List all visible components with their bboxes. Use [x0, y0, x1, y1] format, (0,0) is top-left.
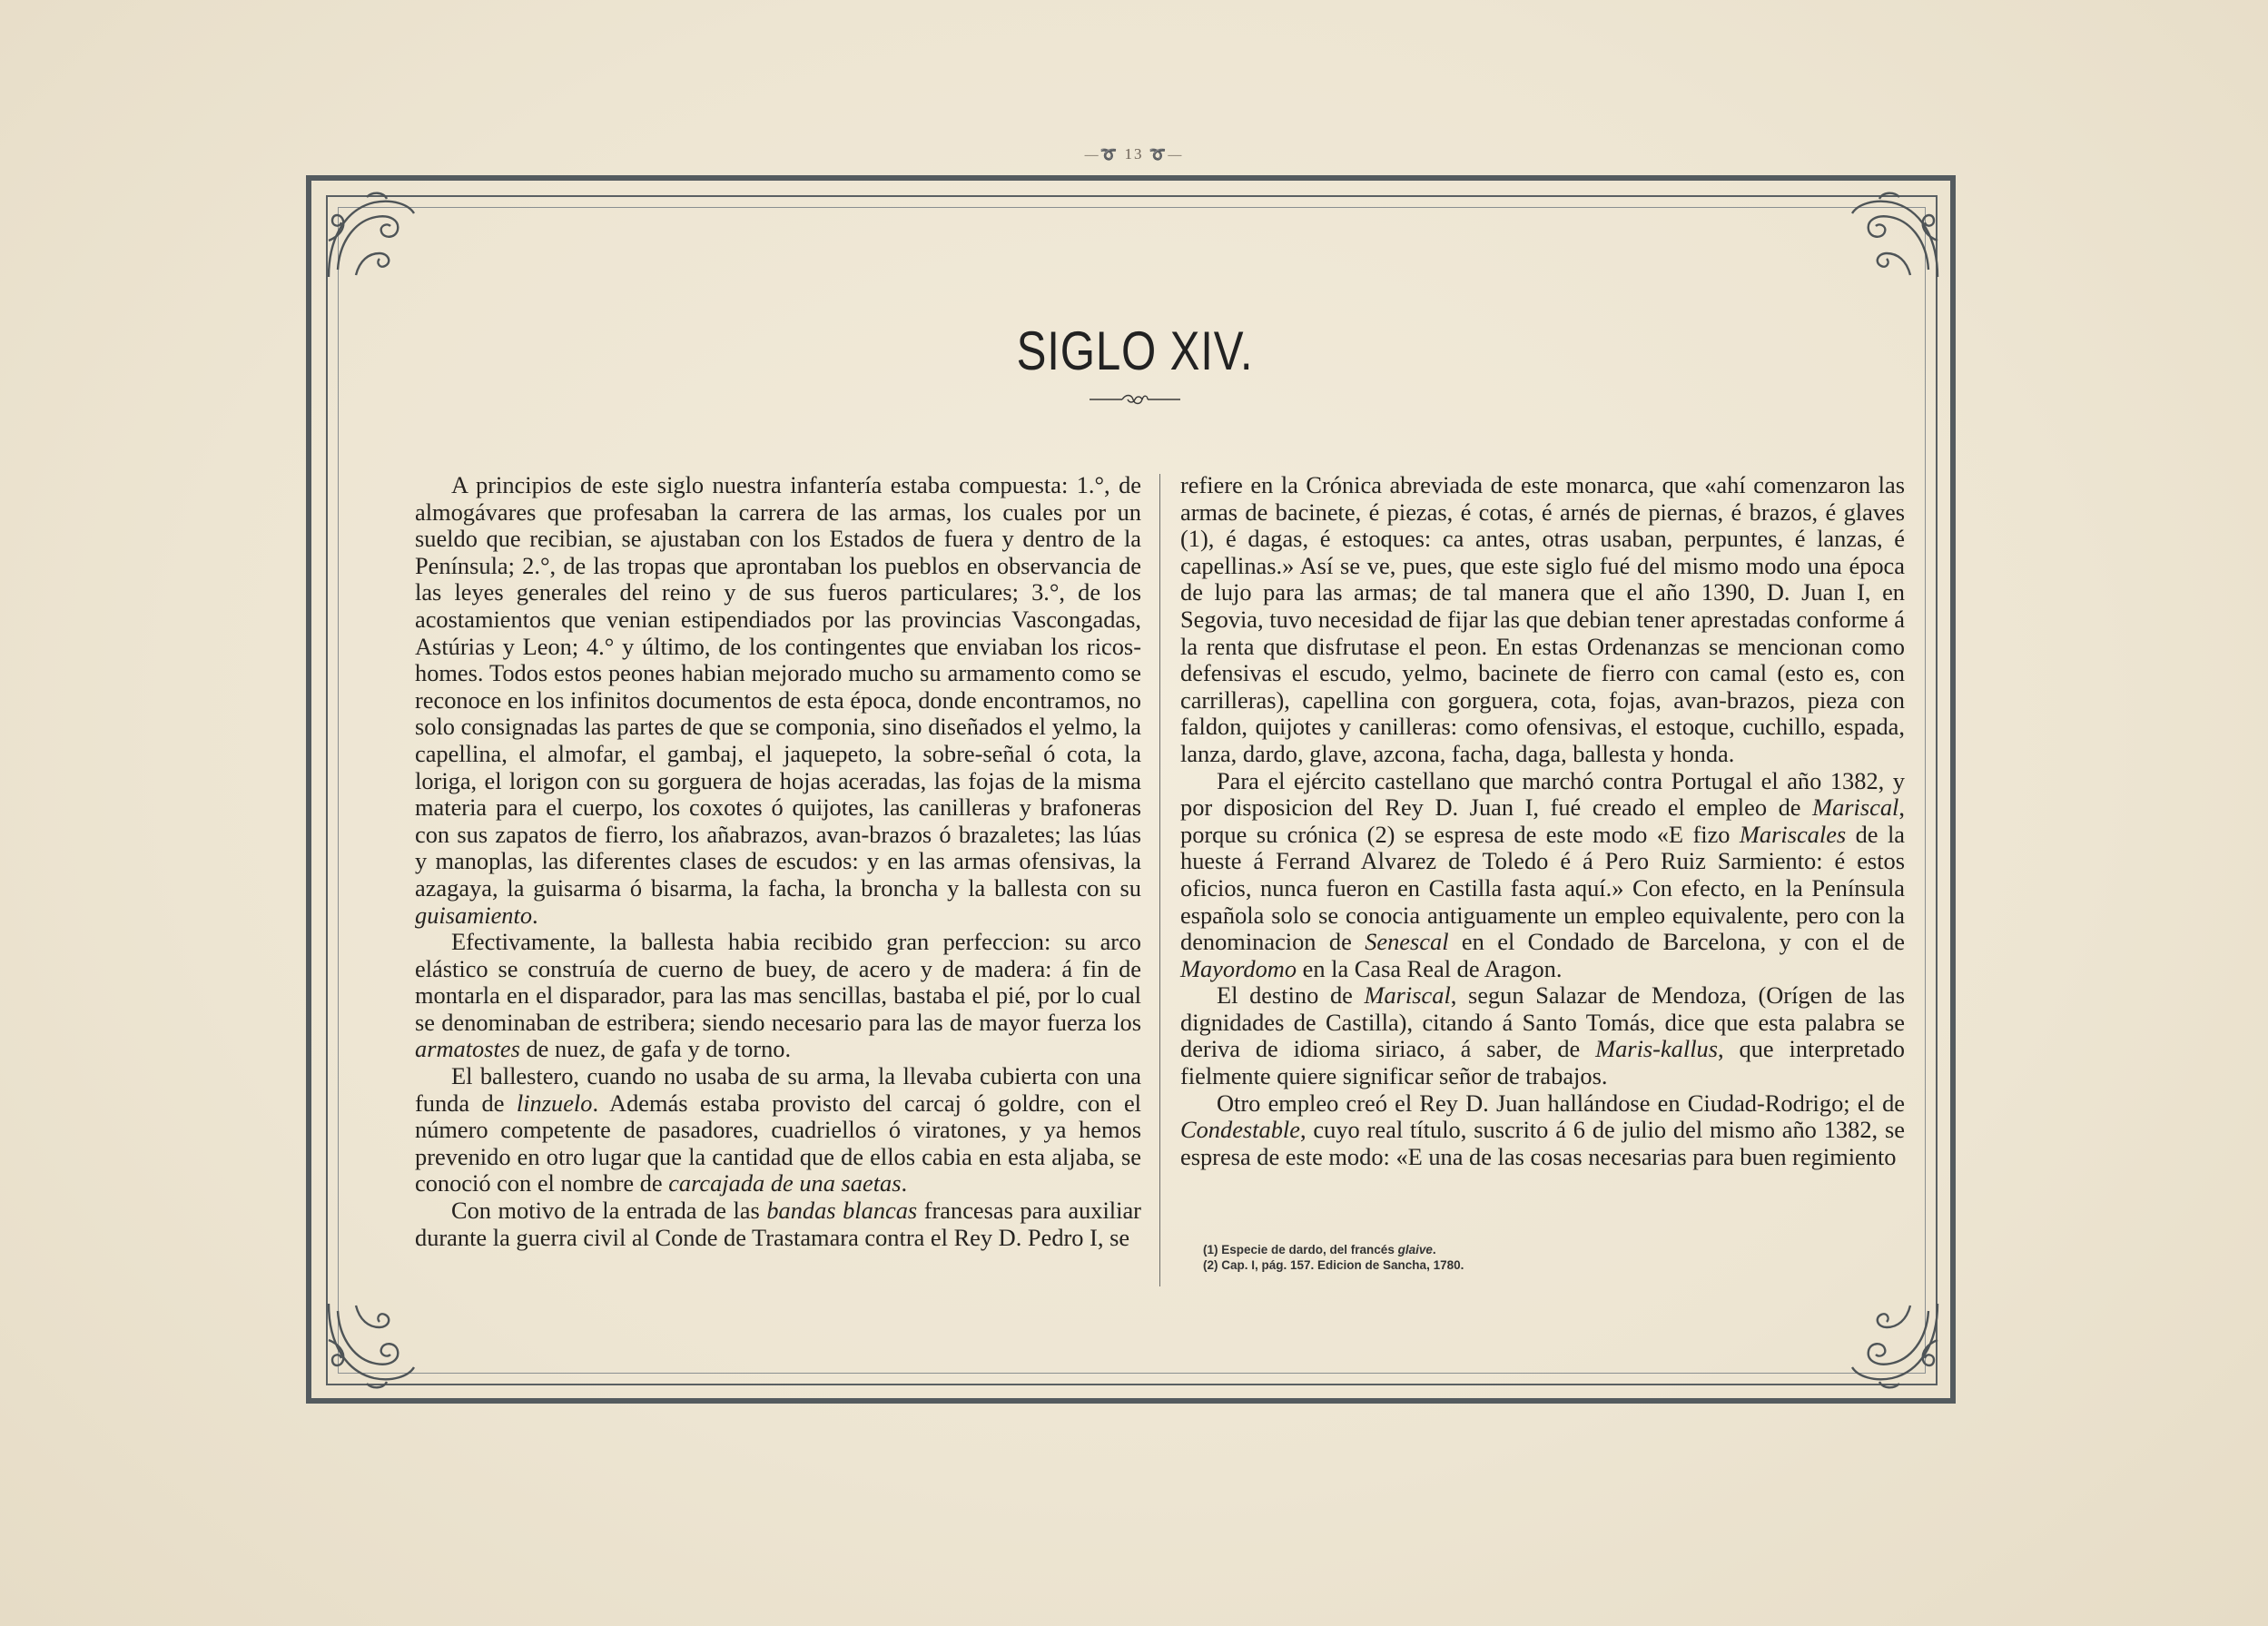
italic-term: guisamiento — [415, 901, 533, 929]
right-paragraph-3 — [1180, 982, 1905, 1089]
column-divider — [1159, 474, 1160, 1286]
italic-term: Mayordomo — [1180, 954, 1297, 982]
footnote-1 — [1203, 1242, 1748, 1257]
italic-term: bandas blancas — [766, 1197, 918, 1225]
italic-term: Mariscales — [1739, 820, 1847, 848]
italic-term: Senescal — [1365, 928, 1449, 956]
text-run: en el Condado de Barcelona, y con el de — [1448, 928, 1906, 956]
text-run: refiere en la Crónica abreviada de este monarca, que «ahí comenzaron las armas de bacinete, é piezas, é cotas, é arnés de piernas, é brazos, é glaves (1), é dagas, é estoques: ca antes, otras usaban, perpuntes, é lanzas, é capellinas.» Así se ve, pues, que este siglo fué del mismo modo una época de lujo para las armas; de tal manera que el año 1390, D. Juan I, en Segovia, tuvo necesidad de fijar las que debian tener aprestadas conforme á la renta que disfrutase el peon. En estas Ordenanzas se mencionan como defensivas el escudo, yelmo, bacinete de fierro con camal (esto es, con carrilleras), capellina con gorguera, cota, fojas, avan-brazos, pieza con faldon, quijotes y canilleras: como ofensivas, el estoque, cuchillo, espada, lanza, dardo, glave, azcona, facha, daga, ballesta y honda. — [1180, 471, 1905, 767]
right-text-column — [1180, 472, 1905, 1170]
text-run: . — [901, 1169, 908, 1197]
page-number-text: 13 — [1124, 145, 1144, 163]
text-run: , segun Salazar de Mendoza, (Orígen de las dignidades de Castilla), citando á Santo Tomás, dice que esta palabra se deriva de idioma siriaco, á saber, de — [1180, 981, 1905, 1063]
italic-term: Maris-kallus — [1595, 1035, 1719, 1063]
corner-ornament-top-right — [1847, 186, 1947, 286]
text-run: Con motivo de la entrada de las — [451, 1197, 767, 1225]
italic-term: armatostes — [415, 1035, 520, 1063]
italic-term: Condestable — [1180, 1116, 1300, 1144]
text-run: , porque su crónica (2) se espresa de este modo «E fizo — [1180, 793, 1905, 848]
right-paragraph-4 — [1180, 1090, 1905, 1171]
text-run: . — [532, 901, 538, 929]
right-paragraph-1 — [1180, 472, 1905, 768]
text-run: francesas para auxiliar durante la guerra civil al Conde de Trastamara contra el Rey D. Pedro I, se — [415, 1197, 1141, 1251]
text-run: en la Casa Real de Aragon. — [1297, 954, 1563, 982]
left-paragraph-4 — [415, 1197, 1141, 1251]
text-run: , que interpretado fielmente quiere significar señor de trabajos. — [1180, 1035, 1905, 1090]
page-number-ornament-left: —➰ — [1084, 148, 1119, 163]
corner-ornament-bottom-left — [320, 1295, 419, 1394]
footnotes — [1203, 1242, 1748, 1273]
text-run: El destino de — [1217, 981, 1365, 1010]
footnote-1-italic: glaive — [1397, 1243, 1433, 1256]
text-run: , cuyo real título, suscrito á 6 de julio del mismo año 1382, se espresa de este modo: «E una de las cosas necesarias para buen regimiento — [1180, 1116, 1905, 1170]
page-number — [1043, 145, 1225, 163]
title-flourish-ornament — [1090, 392, 1180, 407]
corner-ornament-bottom-right — [1847, 1295, 1947, 1394]
left-text-column — [415, 472, 1141, 1251]
corner-ornament-top-left — [320, 186, 419, 286]
text-run: de nuez, de gafa y de torno. — [519, 1035, 792, 1063]
footnote-1-text: (1) Especie de dardo, del francés — [1203, 1243, 1398, 1256]
text-run: . Además estaba provisto del carcaj ó goldre, con el número competente de pasadores, cuadriellos ó viratones, y ya hemos prevenido en otro lugar que la cantidad que de ellos cabia en esta aljaba, se conoció con el nombre de — [415, 1089, 1141, 1197]
page-title: SIGLO XIV. — [1016, 320, 1254, 381]
footnote-2: (2) Cap. I, pág. 157. Edicion de Sancha, 1780. — [1203, 1258, 1464, 1272]
text-run: Para el ejército castellano que marchó contra Portugal el año 1382, y por disposicion del Rey D. Juan I, fué creado el empleo de — [1180, 766, 1905, 822]
italic-term: Mariscal — [1812, 793, 1899, 822]
text-run: A principios de este siglo nuestra infantería estaba compuesta: 1.°, de almogávares que profesaban la carrera de las armas, los cuales por un sueldo que recibian, se ajustaban con los Estados de fuera y dentro de la Península; 2.°, de las tropas que aprontaban los pueblos en observancia de las leyes generales del reino y de sus fueros particulares; 3.°, de los acostamientos que venian estipendiados por las provincias Vascongadas, Astúrias y Leon; 4.° y último, de los contingentes que enviaban los ricos-homes. Todos estos peones habian mejorado mucho su armamento como se reconoce en los infinitos documentos de esta época, donde encontramos, no solo consignadas las partes de que se componia, sino diseñados el yelmo, la capellina, el almofar, el gambaj, el jaquepeto, la sobre-señal ó cota, la loriga, el lorigon con su gorguera de hojas aceradas, las fojas de la misma materia para el cuerpo, los coxotes ó quijotes, las canilleras y brafoneras con sus zapatos de fierro, los añabrazos, avan-brazos ó brazaletes; las lúas y manoplas, las diferentes clases de escudos: y en las armas ofensivas, la azagaya, la guisarma ó bisarma, la facha, la broncha y la ballesta con su — [415, 471, 1141, 902]
italic-term: Mariscal — [1364, 981, 1451, 1010]
text-run: de la hueste á Ferrand Alvarez de Toledo é á Pero Ruiz Sarmiento: é estos oficios, nunca fueron en Castilla fasta aquí.» Con efecto, en la Península española solo se conocia antiguamente un empleo equivalente, pero con la denominacion de — [1180, 820, 1905, 956]
text-run: El ballestero, cuando no usaba de su arma, la llevaba cubierta con una funda de — [415, 1062, 1141, 1117]
italic-term: carcajada de una saetas — [668, 1169, 902, 1197]
footnote-1-end: . — [1432, 1243, 1436, 1256]
italic-term: linzuelo — [516, 1089, 593, 1117]
left-paragraph-1 — [415, 472, 1141, 929]
right-paragraph-2 — [1180, 768, 1905, 983]
page-number-ornament-right: ➰— — [1149, 148, 1184, 163]
left-paragraph-2 — [415, 929, 1141, 1063]
left-paragraph-3 — [415, 1063, 1141, 1197]
text-run: Efectivamente, la ballesta habia recibido gran perfeccion: su arco elástico se construía de cuerno de buey, de acero y de madera: á fin de montarla en el disparador, para las mas sencillas, bastaba el pié, por lo cual se denominaban de estribera; siendo necesario para las de mayor fuerza los — [415, 928, 1141, 1036]
text-run: Otro empleo creó el Rey D. Juan hallándose en Ciudad-Rodrigo; el de — [1217, 1089, 1905, 1117]
